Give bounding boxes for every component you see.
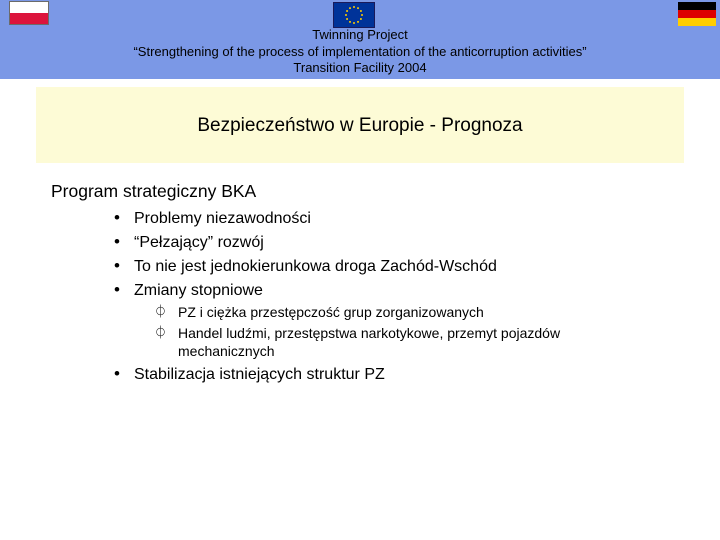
title-box: [36, 87, 684, 163]
eu-star-icon: [346, 10, 348, 12]
eu-flag-icon: [333, 2, 375, 28]
eu-star-icon: [349, 7, 351, 9]
sub-bullet-icon: ⏀: [154, 304, 168, 319]
eu-star-icon: [360, 10, 362, 12]
list-item-text: “Pełzający” rozwój: [134, 234, 264, 251]
sub-list-item: [152, 324, 632, 360]
list-item: [114, 208, 311, 228]
list-item-text: Zmiany stopniowe: [134, 282, 263, 299]
list-item: [114, 280, 263, 300]
eu-star-icon: [357, 7, 359, 9]
eu-star-icon: [353, 22, 355, 24]
eu-star-icon: [345, 14, 347, 16]
list-item: [114, 232, 264, 252]
list-item-text: To nie jest jednokierunkowa droga Zachód-Wschód: [134, 258, 497, 275]
content-heading: Program strategiczny BKA: [51, 181, 257, 201]
eu-star-icon: [346, 18, 348, 20]
bullet-icon: •: [114, 208, 120, 227]
sub-list-item: [152, 303, 632, 321]
eu-star-icon: [357, 21, 359, 23]
list-item-text: Stabilizacja istniejących struktur PZ: [134, 366, 385, 383]
bullet-icon: •: [114, 232, 120, 251]
eu-star-icon: [360, 18, 362, 20]
project-name: Twinning Project: [312, 27, 408, 42]
project-subtitle: “Strengthening of the process of implementation of the anticorruption activities”: [133, 43, 587, 59]
project-info: [0, 27, 720, 77]
sub-list-item-text: Handel ludźmi, przestępstwa narkotykowe, przemyt pojazdów mechanicznych: [178, 325, 561, 359]
project-facility: Transition Facility 2004: [293, 60, 427, 75]
eu-star-icon: [353, 6, 355, 8]
eu-star-icon: [361, 14, 363, 16]
bullet-icon: •: [114, 280, 120, 299]
slide-title: Bezpieczeństwo w Europie - Prognoza: [197, 115, 523, 136]
list-item-text: Problemy niezawodności: [134, 210, 311, 227]
list-item: [114, 256, 497, 276]
poland-flag-icon: [9, 1, 49, 25]
eu-star-icon: [349, 21, 351, 23]
sub-list-item-text: PZ i ciężka przestępczość grup zorganizowanych: [178, 304, 484, 320]
list-item: [114, 364, 385, 384]
sub-bullet-icon: ⏀: [154, 325, 168, 340]
bullet-icon: •: [114, 364, 120, 383]
bullet-icon: •: [114, 256, 120, 275]
germany-flag-icon: [678, 2, 716, 26]
header-bar: [0, 0, 720, 79]
